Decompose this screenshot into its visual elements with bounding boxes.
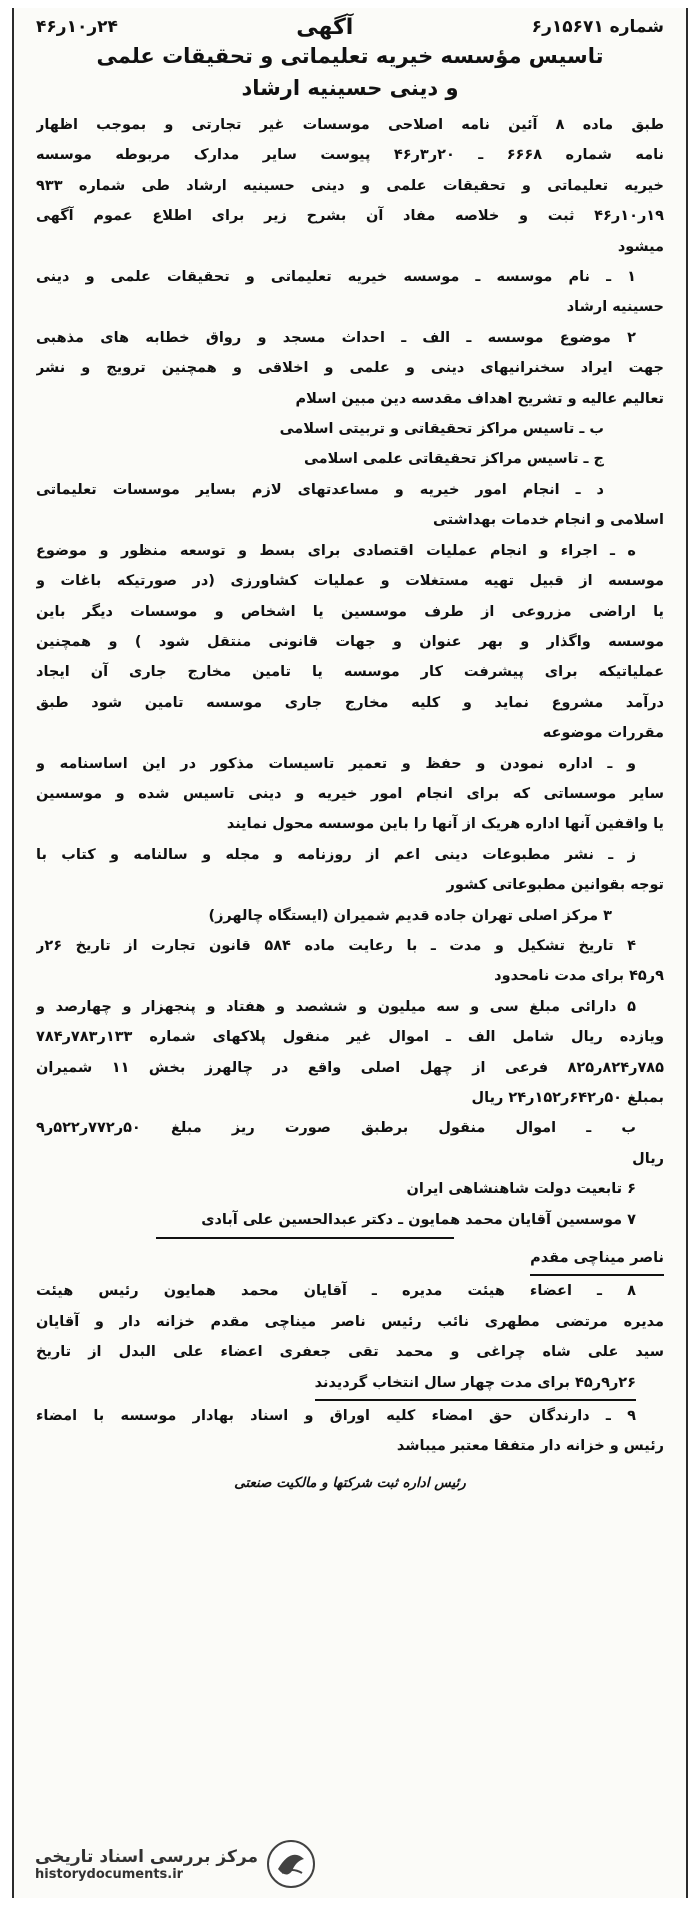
- text-line: خیریه تعلیماتی و تحقیقات علمی و دینی حسینیه ارشاد طی شماره ۹۳۳: [36, 177, 664, 194]
- text-line: میشود: [617, 238, 664, 255]
- text-line: طبق ماده ۸ آئین نامه اصلاحی موسسات غیر تجارتی و بموجب اظهار: [36, 117, 664, 133]
- text-line: درآمد مشروع نماید و کلیه مخارج جاری موسسه تامین شود طبق: [36, 694, 664, 711]
- text-line: [36, 1368, 664, 1401]
- text-line: اسلامی و انجام خدمات بهداشتی: [432, 512, 664, 529]
- text-line: جهت ایراد سخنرانیهای دینی و علمی و اخلاقی و همچنین ترویج و نشر: [36, 360, 664, 377]
- header-row: [36, 14, 664, 40]
- text-line: ۷ موسسین آقایان محمد همایون ـ دکتر عبدالحسین علی آبادی: [201, 1211, 636, 1228]
- text-line: ب ـ اموال منقول برطبق صورت ریز مبلغ ۵۰ر۷۷۲ر۵۲۲ر۹: [36, 1120, 636, 1137]
- watermark-site: historydocuments.ir: [35, 1866, 184, 1882]
- text-line: ۲ موضوع موسسه ـ الف ـ احداث مسجد و رواق خطابه های مذهبی: [36, 329, 636, 346]
- text-line: ۷۸۵ر۸۲۴ر۸۲۵ فرعی از چهل اصلی واقع در چالهرز بخش ۱۱ شمیران: [36, 1059, 664, 1076]
- document-page: [12, 8, 688, 1898]
- text-line: مدیره مرتضی مطهری نائب رئیس ناصر میناچی مقدم خزانه دار و آقایان: [36, 1313, 664, 1330]
- text-line: تعالیم عالیه و تشریح اهداف مقدسه دین مبین اسلام: [295, 390, 664, 407]
- text-line: ۸ ـ اعضاء هیئت مدیره ـ آقایان محمد همایون رئیس هیئت: [36, 1283, 636, 1300]
- document-title: تاسیس مؤسسه خیریه تعلیماتی و تحقیقات علمی: [96, 44, 604, 68]
- watermark-text: [35, 1847, 258, 1882]
- text-line: رئیس و خزانه دار متفقا معتبر میباشد: [396, 1438, 664, 1455]
- archive-logo-icon: [266, 1839, 316, 1889]
- text-line: توجه بقوانین مطبوعاتی کشور: [446, 877, 664, 894]
- issuer-line: رئیس اداره ثبت شرکتها و مالکیت صنعتی: [234, 1474, 466, 1491]
- document-date: ۲۴ر۱۰ر۴۶: [36, 17, 118, 37]
- text-line: بمبلغ ۵۰ر۶۴۲ر۱۵۲ر۲۴ ریال: [471, 1090, 664, 1106]
- text-line: مقررات موضوعه: [542, 725, 664, 742]
- text-line: سایر موسساتی که برای انجام امور خیریه و دینی تاسیس شده و موسسین: [36, 785, 664, 802]
- text-line: ۱۹ر۱۰ر۴۶ ثبت و خلاصه مفاد آن بشرح زیر برای اطلاع عموم آگهی: [36, 208, 664, 225]
- intro-paragraph: [36, 110, 664, 262]
- text-line: سید علی شاه چراغی و محمد تقی جعفری اعضاء علی البدل از تاریخ: [36, 1344, 664, 1361]
- text-line: ۹ر۴۵ برای مدت نامحدود: [494, 968, 664, 985]
- text-line: ۱ ـ نام موسسه ـ موسسه خیریه تعلیماتی و تحقیقات علمی و دینی: [36, 269, 636, 286]
- text-line: موسسه واگذار و بهر عنوان و جهات قانونی منتقل شود ) و همچنین: [36, 633, 664, 650]
- watermark-name: مرکز بررسی اسناد تاریخی: [35, 1846, 258, 1867]
- text-line: ویازده ریال شامل الف ـ اموال غیر منقول پلاکهای شماره ۱۳۳ر۷۸۳ر۷۸۴: [36, 1029, 664, 1046]
- signature-line: [36, 1243, 664, 1276]
- text-line: د ـ انجام امور خیریه و مساعدتهای لازم بسایر موسسات تعلیماتی: [36, 481, 604, 498]
- board-section: [36, 1276, 664, 1461]
- underlined-text: ۲۶ر۹ر۴۵ برای مدت چهار سال انتخاب گردیدند: [315, 1368, 636, 1401]
- text-line: ۵ دارائی مبلغ سی و سه میلیون و ششصد و هفتاد و پنجهزار و چهارصد و: [36, 998, 636, 1015]
- text-line: ب ـ تاسیس مراکز تحقیقاتی و تربیتی اسلامی: [279, 421, 604, 438]
- notice-word: آگهی: [296, 14, 354, 40]
- text-line: ج ـ تاسیس مراکز تحقیقاتی علمی اسلامی: [303, 451, 604, 468]
- watermark: [26, 1835, 316, 1893]
- text-line: عملیاتیکه برای پیشرفت کار موسسه یا تامین مخارج جاری آن ایجاد: [36, 664, 664, 681]
- text-line: ریال: [632, 1150, 664, 1167]
- text-line: ۶ تابعیت دولت شاهنشاهی ایران: [406, 1181, 636, 1198]
- text-line: ز ـ نشر مطبوعات دینی اعم از روزنامه و مجله و سالنامه و کتاب با: [36, 846, 636, 863]
- signature-name: ناصر میناچی مقدم: [530, 1243, 664, 1276]
- items-section: [36, 262, 664, 1235]
- text-line: ۳ مرکز اصلی تهران جاده قدیم شمیران (ایستگاه چالهرز): [208, 907, 612, 924]
- text-line: ۴ تاریخ تشکیل و مدت ـ با رعایت ماده ۵۸۴ قانون تجارت از تاریخ ۲۶ر: [36, 937, 636, 954]
- separator-line: [156, 1237, 454, 1239]
- text-line: ه ـ اجراء و انجام عملیات اقتصادی برای بسط و توسعه منظور و موضوع: [36, 542, 636, 559]
- document-number: شماره ۱۵۶۷۱ر۶: [531, 17, 664, 37]
- text-line: و ـ اداره نمودن و حفظ و تعمیر تاسیسات مذکور در این اساسنامه و: [36, 755, 636, 772]
- text-line: موسسه از قبیل تهیه مستغلات و عملیات کشاورزی (در صورتیکه باغات و: [36, 573, 664, 590]
- document-subtitle: و دینی حسینیه ارشاد: [241, 76, 459, 100]
- text-line: یا واقفین آنها اداره هریک از آنها را باین موسسه محول نمایند: [226, 816, 664, 833]
- text-line: نامه شماره ۶۶۶۸ ـ ۲۰ر۳ر۴۶ پیوست سایر مدارک مربوطه موسسه: [36, 147, 664, 164]
- text-line: یا اراضی مزروعی از طرف موسسین یا اشخاص و موسسات دیگر باین: [36, 603, 664, 620]
- text-line: حسینیه ارشاد: [566, 299, 664, 316]
- text-line: ۹ ـ دارندگان حق امضاء کلیه اوراق و اسناد بهادار موسسه با امضاء: [36, 1408, 636, 1425]
